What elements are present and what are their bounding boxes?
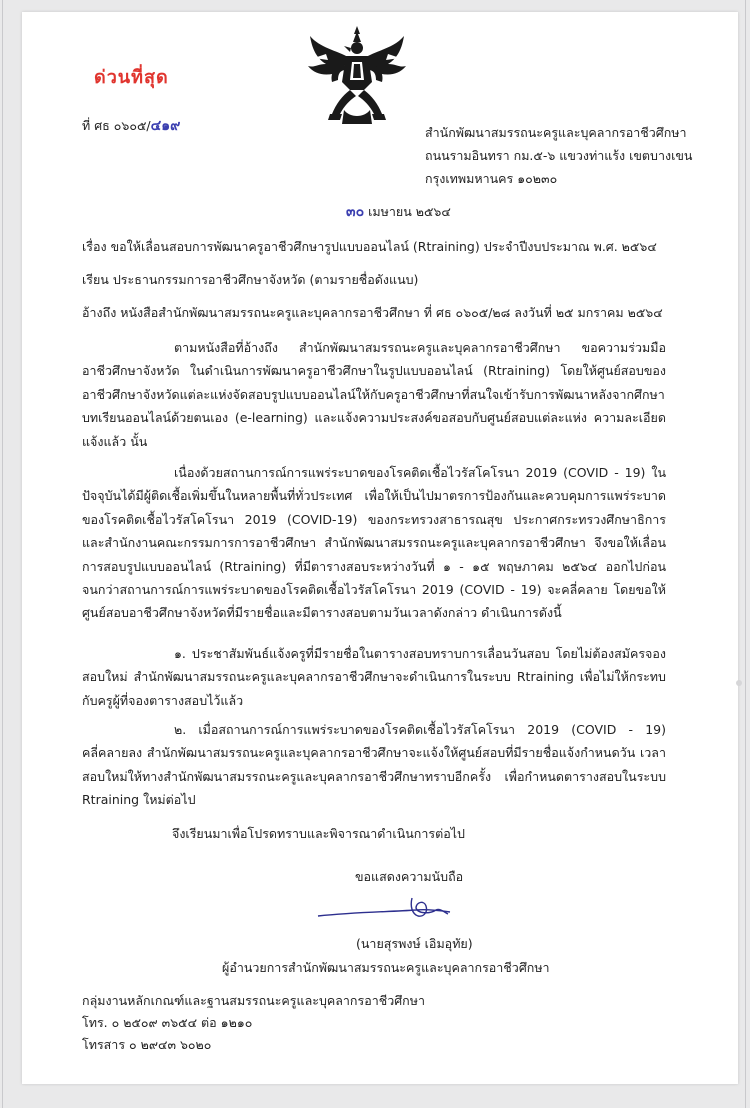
body-item-2: ๒. เมื่อสถานการณ์การแพร่ระบาดของโรคติดเชื้อไวรัสโคโรนา 2019 (COVID - 19) คลี่คลายลง สำนักพัฒนาสมรรถนะครูและบุคลากรอาชีวศึกษาจะแจ้งให้ศูนย์สอบที่มีรายชื่อแจ้งกำหนดวัน เวลา สอบใหม่ให้ทางสำนักพัฒนาสมรรถนะครูและบุคลากรอาชีวศึกษาทราบอีกครั้ง เพื่อกำหนดตารางสอบในระบบ Rtraining ใหม่ต่อไป bbox=[82, 722, 666, 808]
agency-address: ถนนรามอินทรา กม.๕-๖ แขวงท่าแร้ง เขตบางเขน bbox=[425, 148, 693, 163]
date-month-year: เมษายน ๒๕๖๔ bbox=[368, 204, 451, 219]
body-paragraph-2: เนื่องด้วยสถานการณ์การแพร่ระบาดของโรคติดเชื้อไวรัสโคโรนา 2019 (COVID - 19) ในปัจจุบันได้มีผู้ติดเชื้อเพิ่มขึ้นในหลายพื้นที่ทั่วประเทศ เพื่อให้เป็นไปมาตรการป้องกันและควบคุมการแพร่ระบาดของโรคติดเชื้อไวรัสโคโรนา 2019 (COVID-19) ของกระทรวงสาธารณสุข ประกาศกระทรวงศึกษาธิการ และสำนักงานคณะกรรมการการอาชีวศึกษา สำนักพัฒนาสมรรถนะครูและบุคลากรอาชีวศึกษา จึงขอให้เลื่อนการสอบรูปแบบออนไลน์ (Rtraining) ที่มีตารางสอบระหว่างวันที่ ๑ - ๑๕ พฤษภาคม ๒๕๖๔ ออกไปก่อนจนกว่าสถานการณ์การแพร่ระบาดของโรคติดเชื้อไวรัสโคโรนา 2019 (COVID - 19) จะคลี่คลาย โดยขอให้ศูนย์สอบอาชีวศึกษาจังหวัดที่มีรายชื่อและมีตารางสอบตามวันเวลาดังกล่าว ดำเนินการดังนี้ bbox=[82, 465, 666, 621]
phone-number: โทร. ๐ ๒๕๐๙ ๓๖๕๔ ต่อ ๑๒๑๐ bbox=[82, 1015, 253, 1030]
garuda-emblem-icon bbox=[306, 24, 408, 128]
agency-city: กรุงเทพมหานคร ๑๐๒๓๐ bbox=[425, 171, 558, 186]
reference-line: อ้างถึง หนังสือสำนักพัฒนาสมรรถนะครูและบุคลากรอาชีวศึกษา ที่ ศธ ๐๖๐๕/๒๘ ลงวันที่ ๒๕ มกราคม ๒๕๖๔ bbox=[82, 305, 663, 320]
salutation: ขอแสดงความนับถือ bbox=[355, 869, 464, 884]
subject-line: เรื่อง ขอให้เลื่อนสอบการพัฒนาครูอาชีวศึกษารูปแบบออนไลน์ (Rtraining) ประจำปีงบประมาณ พ.ศ. ๒๕๖๔ bbox=[82, 239, 657, 254]
body-paragraph-1: ตามหนังสือที่อ้างถึง สำนักพัฒนาสมรรถนะครูและบุคลากรอาชีวศึกษา ขอความร่วมมืออาชีวศึกษาจังหวัด ในดำเนินการพัฒนาครูอาชีวศึกษาในรูปแบบออนไลน์ (Rtraining) โดยให้ศูนย์สอบของอาชีวศึกษาจังหวัดแต่ละแห่งจัดสอบรูปแบบออนไลน์ให้กับครูอาชีวศึกษาที่สนใจเข้ารับการพัฒนาหลังจากศึกษาบทเรียนออนไลน์ด้วยตนเอง (e-learning) และแจ้งความประสงค์ขอสอบกับศูนย์สอบแต่ละแห่ง ความละเอียดแจ้งแล้ว นั้น bbox=[82, 340, 666, 449]
signer-name: (นายสุรพงษ์ เอิมอุทัย) bbox=[356, 936, 473, 951]
page-edge-left bbox=[2, 0, 3, 1108]
fax-number: โทรสาร ๐ ๒๙๔๓ ๖๐๒๐ bbox=[82, 1037, 212, 1052]
document-date bbox=[346, 204, 451, 220]
signer-position: ผู้อำนวยการสำนักพัฒนาสมรรถนะครูและบุคลากรอาชีวศึกษา bbox=[222, 960, 550, 975]
signature-icon bbox=[316, 890, 456, 926]
doc-number-handwritten: ๔๑๙ bbox=[150, 118, 181, 134]
doc-number-prefix: ที่ ศธ ๐๖๐๕/ bbox=[82, 118, 151, 133]
page-edge-right bbox=[745, 0, 746, 1108]
scan-speck bbox=[736, 680, 742, 686]
date-day-handwritten: ๓๐ bbox=[346, 204, 365, 220]
body-item-1: ๑. ประชาสัมพันธ์แจ้งครูที่มีรายชื่อในตารางสอบทราบการเลื่อนวันสอบ โดยไม่ต้องสมัครจองสอบใหม่ สำนักพัฒนาสมรรถนะครูและบุคลากรอาชีวศึกษาจะดำเนินการในระบบ Rtraining เพื่อไม่ให้กระทบกับครูผู้ที่จองตารางสอบไว้แล้ว bbox=[82, 646, 666, 708]
division-name: กลุ่มงานหลักเกณฑ์และฐานสมรรถนะครูและบุคลากรอาชีวศึกษา bbox=[82, 993, 425, 1008]
recipient-line: เรียน ประธานกรรมการอาชีวศึกษาจังหวัด (ตามรายชื่อดังแนบ) bbox=[82, 272, 419, 287]
closing-line: จึงเรียนมาเพื่อโปรดทราบและพิจารณาดำเนินการต่อไป bbox=[172, 826, 465, 841]
agency-name: สำนักพัฒนาสมรรถนะครูและบุคลากรอาชีวศึกษา bbox=[425, 125, 687, 140]
doc-number bbox=[82, 118, 180, 134]
urgency-stamp: ด่วนที่สุด bbox=[94, 67, 169, 88]
